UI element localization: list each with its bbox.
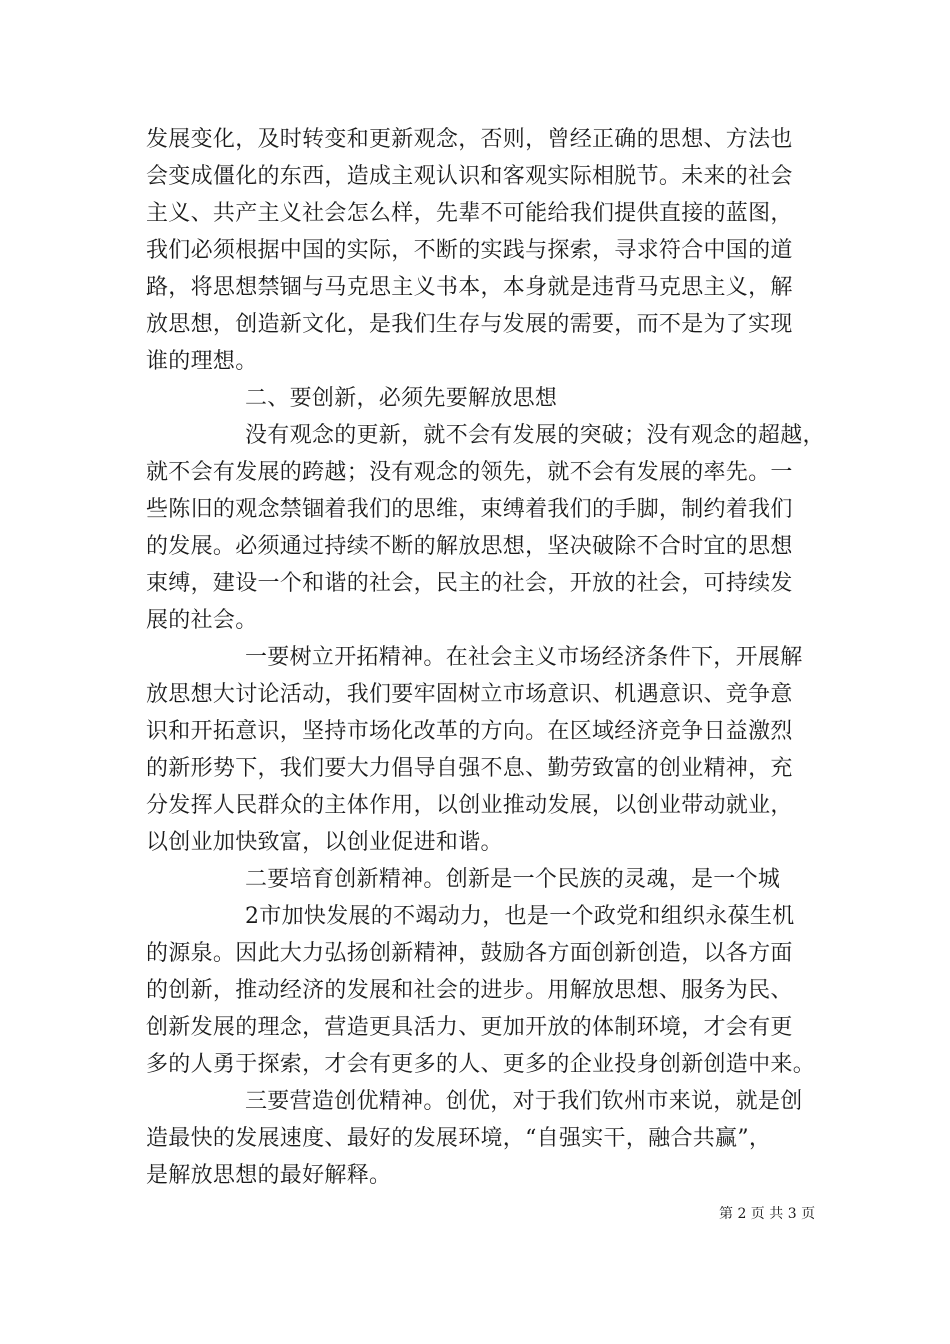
body-text-line: 分发挥人民群众的主体作用，以创业推动发展，以创业带动就业， [146, 793, 793, 818]
body-text-line: 一要树立开拓精神。在社会主义市场经济条件下，开展解 [245, 645, 803, 670]
body-text-line: 造最快的发展速度、最好的发展环境，“自强实干，融合共赢”， [146, 1126, 772, 1151]
body-text-line: 没有观念的更新，就不会有发展的突破；没有观念的超越， [245, 423, 825, 448]
body-text-line: 放思想大讨论活动，我们要牢固树立市场意识、机遇意识、竞争意 [146, 682, 793, 707]
body-text-line: 2市加快发展的不竭动力，也是一个政党和组织永葆生机 [245, 904, 795, 929]
body-text-line: 多的人勇于探索，才会有更多的人、更多的企业投身创新创造中来。 [146, 1052, 816, 1077]
body-text-line: 三要营造创优精神。创优，对于我们钦州市来说，就是创 [245, 1089, 803, 1114]
body-text-line: 二要培育创新精神。创新是一个民族的灵魂，是一个城 [245, 867, 781, 892]
body-text-line: 展的社会。 [146, 608, 258, 633]
section-heading: 二、要创新，必须先要解放思想 [245, 386, 558, 411]
body-text-line: 路，将思想禁锢与马克思主义书本，本身就是违背马克思主义，解 [146, 275, 793, 300]
body-text-line: 是解放思想的最好解释。 [146, 1163, 392, 1188]
body-text-line: 会变成僵化的东西，造成主观认识和客观实际相脱节。未来的社会 [146, 164, 793, 189]
body-text-line: 放思想，创造新文化，是我们生存与发展的需要，而不是为了实现 [146, 312, 793, 337]
body-text-line: 我们必须根据中国的实际，不断的实践与探索，寻求符合中国的道 [146, 238, 793, 263]
page-number-footer: 第 2 页 共 3 页 [719, 1206, 816, 1222]
body-text-line: 的发展。必须通过持续不断的解放思想，坚决破除不合时宜的思想 [146, 534, 793, 559]
body-text-line: 谁的理想。 [146, 349, 258, 374]
body-text-line: 的源泉。因此大力弘扬创新精神，鼓励各方面创新创造，以各方面 [146, 941, 793, 966]
body-text-line: 的创新，推动经济的发展和社会的进步。用解放思想、服务为民、 [146, 978, 793, 1003]
body-text-line: 的新形势下，我们要大力倡导自强不息、勤劳致富的创业精神，充 [146, 756, 793, 781]
body-text-line: 创新发展的理念，营造更具活力、更加开放的体制环境，才会有更 [146, 1015, 793, 1040]
body-text-line: 识和开拓意识，坚持市场化改革的方向。在区域经济竞争日益激烈 [146, 719, 793, 744]
body-text-line: 束缚，建设一个和谐的社会，民主的社会，开放的社会，可持续发 [146, 571, 793, 596]
body-text-line: 以创业加快致富，以创业促进和谐。 [146, 830, 503, 855]
body-text-line: 主义、共产主义社会怎么样，先辈不可能给我们提供直接的蓝图， [146, 201, 793, 226]
body-text-line: 些陈旧的观念禁锢着我们的思维，束缚着我们的手脚，制约着我们 [146, 497, 793, 522]
body-text-line: 发展变化，及时转变和更新观念，否则，曾经正确的思想、方法也 [146, 127, 793, 152]
body-text-line: 就不会有发展的跨越；没有观念的领先，就不会有发展的率先。一 [146, 460, 793, 485]
